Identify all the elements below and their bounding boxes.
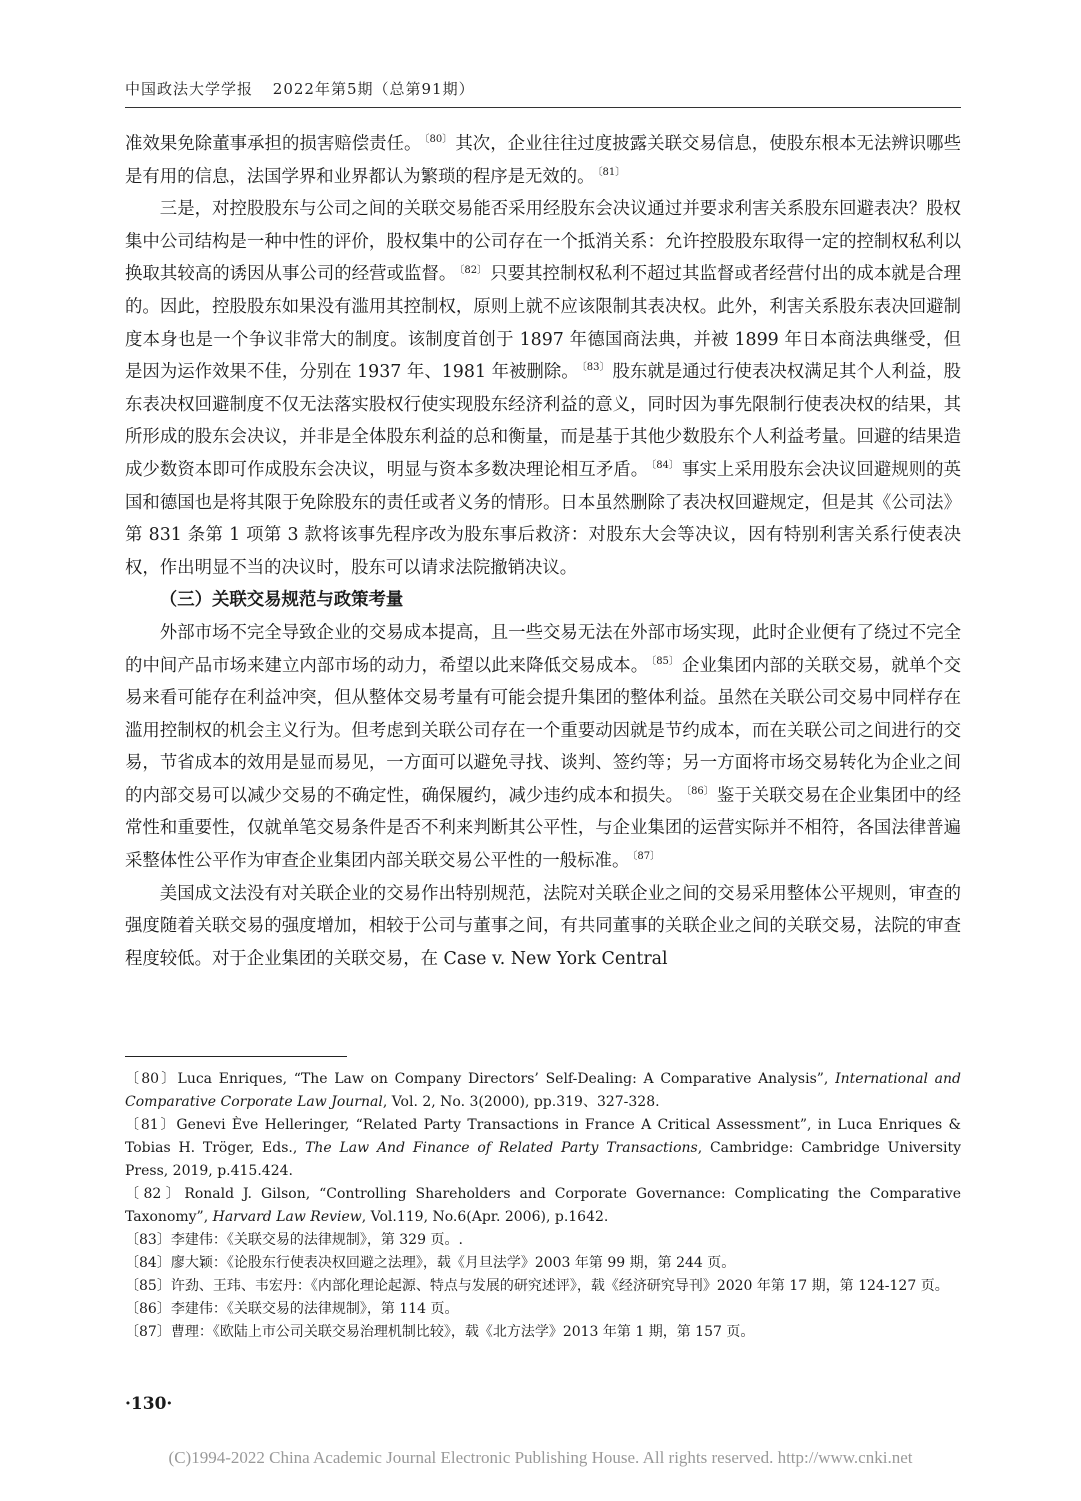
footnote-text: 曹理：《欧陆上市公司关联交易治理机制比较》，载《北方法学》2013 年第 1 期，第 157 页。: [170, 1324, 755, 1340]
footnote-text: Luca Enriques, “The Law on Company Directors’ Self-Dealing: A Comparative Analysis”,: [177, 1071, 829, 1087]
issue-info: 2022年第5期（总第91期）: [272, 80, 475, 98]
footnote-ref-86[interactable]: 〔86〕: [686, 786, 714, 798]
paragraph-3: [125, 617, 961, 878]
footnote-number: 〔82〕: [125, 1186, 185, 1202]
footnote-text: , Vol. 2, No. 3(2000), pp.319、327-328.: [382, 1094, 660, 1110]
header-divider: [125, 107, 961, 108]
paragraph-4: [125, 878, 961, 976]
footnote-number: 〔84〕: [125, 1255, 171, 1271]
text-span: 三是，对控股股东与公司之间的关联交易能否采用经股东会决议通过并要求利害关系股东回避表决？股权集中公司结构是一种中性的评价，股权集中的公司存在一个抵消关系：允许控股股东取得一定的控制权私利以换取其较高的诱因从事公司的经营或监督。: [125, 199, 961, 285]
text-span: 准效果免除董事承担的损害赔偿责任。: [125, 134, 422, 154]
footnote-text: 廖大颖：《论股东行使表决权回避之法理》，载《月旦法学》2003 年第 99 期，第 244 页。: [170, 1255, 736, 1271]
footnote-ref-80[interactable]: 〔80〕: [424, 134, 453, 146]
footnote-source-title: International and Comparative Corporate Law Journal: [125, 1071, 961, 1110]
paragraph-1: [125, 128, 961, 193]
footnote-number: 〔87〕: [125, 1324, 171, 1340]
footnote-ref-83[interactable]: 〔83〕: [581, 362, 610, 374]
footnote-ref-82[interactable]: 〔82〕: [459, 264, 488, 276]
footnote-80: [125, 1068, 961, 1114]
text-span: 其次，企业往往过度披露关联交易信息，使股东根本无法辨识哪些是有用的信息，法国学界和业界都认为繁琐的程序是无效的。: [125, 134, 961, 187]
footnote-ref-87[interactable]: 〔87〕: [632, 851, 661, 863]
footnote-source-title: The Law And Finance of Related Party Transactions: [305, 1140, 698, 1156]
footnote-number: 〔83〕: [125, 1232, 171, 1248]
text-span: 美国成文法没有对关联企业的交易作出特别规范，法院对关联企业之间的交易采用整体公平规则，审查的强度随着关联交易的强度增加，相较于公司与董事之间，有共同董事的关联企业之间的关联交易，法院的审查程度较低。对于企业集团的关联交易，在 Case v. New York Central: [125, 883, 961, 969]
copyright-notice: (C)1994-2022 China Academic Journal Electronic Publishing House. All rights reserved. http://www.cnki.net: [168, 1448, 913, 1467]
footnote-ref-85[interactable]: 〔85〕: [651, 655, 680, 667]
text-span: 股东就是通过行使表决权满足其个人利益，股东表决权回避制度不仅无法落实股权行使实现股东经济利益的意义，同时因为事先限制行使表决权的结果，其所形成的股东会决议，并非是全体股东利益的总和衡量，而是基于其他少数股东个人利益考量。回避的结果造成少数资本即可作成股东会决议，明显与资本多数决理论相互矛盾。: [125, 362, 961, 480]
page-number: ·130·: [125, 1394, 173, 1414]
footnote-ref-81[interactable]: 〔81〕: [597, 166, 626, 178]
footnote-number: 〔80〕: [125, 1071, 178, 1087]
footnote-82: [125, 1183, 961, 1229]
footnote-81: [125, 1114, 961, 1183]
footnote-text: Ronald J. Gilson, “Controlling Shareholders and Corporate Governance: Complicating the Comparative Taxonomy”,: [125, 1186, 961, 1225]
footnote-divider: [125, 1056, 347, 1057]
footnote-84: [125, 1252, 961, 1275]
footnote-number: 〔86〕: [125, 1301, 171, 1317]
section-heading: （三）关联交易规范与政策考量: [159, 590, 404, 611]
footnote-87: [125, 1321, 961, 1344]
footnote-number: 〔85〕: [125, 1278, 171, 1294]
footnote-83: [125, 1229, 961, 1252]
footnote-text: , Cambridge: Cambridge University Press, 2019, p.415.424.: [125, 1140, 962, 1179]
footnote-85: [125, 1275, 961, 1298]
footnote-source-title: Harvard Law Review: [212, 1209, 362, 1225]
footnote-text: 李建伟：《关联交易的法律规制》，第 329 页。.: [170, 1232, 463, 1248]
footnotes: [125, 1068, 961, 1344]
running-header: [125, 78, 961, 99]
footnote-ref-84[interactable]: 〔84〕: [651, 460, 680, 472]
main-text: [125, 128, 961, 975]
footnote-number: 〔81〕: [125, 1117, 177, 1133]
footnote-text: Genevi Ève Helleringer, “Related Party Transactions in France A Critical Assessment”, in Luca Enriques & Tobias H. Tröger, Eds.,: [125, 1117, 961, 1156]
text-span: 企业集团内部的关联交易，就单个交易来看可能存在利益冲突，但从整体交易考量有可能会提升集团的整体利益。虽然在关联公司交易中同样存在滥用控制权的机会主义行为。但考虑到关联公司存在一个重要动因就是节约成本，而在关联公司之间进行的交易，节省成本的效用是显而易见，一方面可以避免寻找、谈判、签约等；另一方面将市场交易转化为企业之间的内部交易可以减少交易的不确定性，确保履约，减少违约成本和损失。: [125, 655, 961, 806]
footnote-86: [125, 1298, 961, 1321]
paragraph-2: [125, 193, 961, 584]
footnote-text: 许劲、王玮、韦宏丹：《内部化理论起源、特点与发展的研究述评》，载《经济研究导刊》2020 年第 17 期，第 124-127 页。: [170, 1278, 949, 1294]
footnote-text: 李建伟：《关联交易的法律规制》，第 114 页。: [170, 1301, 459, 1317]
journal-name: 中国政法大学学报: [125, 80, 254, 98]
text-span: 外部市场不完全导致企业的交易成本提高，且一些交易无法在外部市场实现，此时企业便有了绕过不完全的中间产品市场来建立内部市场的动力，希望以此来降低交易成本。: [125, 622, 961, 676]
text-span: 鉴于关联交易在企业集团中的经常性和重要性，仅就单笔交易条件是否不利来判断其公平性，与企业集团的运营实际并不相符，各国法律普遍采整体性公平作为审查企业集团内部关联交易公平性的一般标准。: [125, 785, 961, 872]
footnote-text: , Vol.119, No.6(Apr. 2006), p.1642.: [361, 1209, 609, 1225]
text-span: 只要其控制权私利不超过其监督或者经营付出的成本就是合理的。因此，控股股东如果没有滥用其控制权，原则上就不应该限制其表决权。此外，利害关系股东表决回避制度本身也是一个争议非常大的制度。该制度首创于 1897 年德国商法典，并被 1899 年日本商法典继受，但是因为运作效果不佳，分别在 1937 年、1981 年被删除。: [125, 264, 961, 383]
text-span: 事实上采用股东会决议回避规则的英国和德国也是将其限于免除股东的责任或者义务的情形。日本虽然删除了表决权回避规定，但是其《公司法》第 831 条第 1 项第 3 款将该事先程序改为股东事后救济：对股东大会等决议，因有特别利害关系行使表决权，作出明显不当的决议时，股东可以请求法院撤销决议。: [125, 459, 961, 578]
